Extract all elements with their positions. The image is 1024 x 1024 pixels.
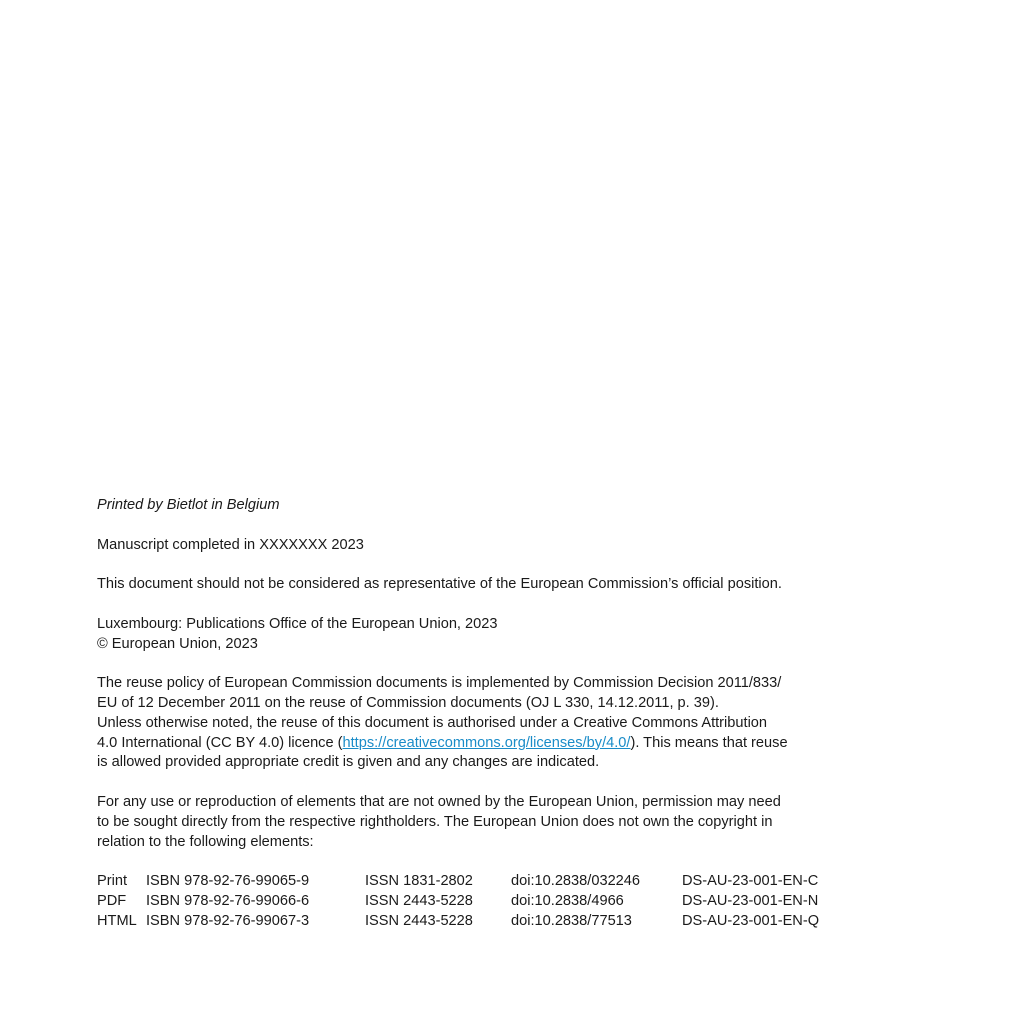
issn-cell: ISSN 2443-5228 — [365, 912, 473, 929]
disclaimer: This document should not be considered as representative of the European Commission’s official position. — [97, 576, 782, 593]
doi-cell: doi:10.2838/032246 — [511, 873, 641, 890]
notice-line: to be sought directly from the respective rightholders. The European Union does not own the copyright in — [97, 813, 773, 830]
table-row — [97, 912, 819, 932]
license-link[interactable]: https://creativecommons.org/licenses/by/4.0/ — [342, 734, 631, 751]
identifiers-table — [97, 872, 819, 931]
issn-cell: ISSN 2443-5228 — [365, 892, 473, 909]
printed-by: Printed by Bietlot in Belgium — [97, 497, 280, 513]
format-cell: HTML — [97, 912, 137, 929]
reuse-text: ). This means that reuse — [630, 734, 788, 751]
third-party-notice — [97, 793, 857, 852]
reuse-text: 4.0 International (CC BY 4.0) licence ( — [97, 734, 343, 751]
doi-cell: doi:10.2838/77513 — [511, 912, 632, 929]
imprint-section — [97, 496, 857, 932]
catalogue-cell: DS-AU-23-001-EN-Q — [682, 912, 820, 929]
issn-cell: ISSN 1831-2802 — [365, 873, 473, 890]
format-cell: PDF — [97, 892, 127, 909]
copyright-notice: © European Union, 2023 — [97, 635, 258, 652]
catalogue-cell: DS-AU-23-001-EN-N — [682, 892, 819, 909]
notice-line: relation to the following elements: — [97, 833, 314, 850]
doi-cell: doi:10.2838/4966 — [511, 892, 624, 909]
reuse-line: is allowed provided appropriate credit is given and any changes are indicated. — [97, 754, 600, 771]
reuse-line: The reuse policy of European Commission documents is implemented by Commission Decision 2011/833/ — [97, 675, 782, 692]
reuse-line: Unless otherwise noted, the reuse of this document is authorised under a Creative Commons Attribution — [97, 714, 768, 731]
reuse-policy — [97, 674, 857, 773]
publisher: Luxembourg: Publications Office of the European Union, 2023 — [97, 615, 498, 632]
isbn-cell: ISBN 978-92-76-99067-3 — [146, 912, 310, 929]
table-row — [97, 892, 819, 912]
isbn-cell: ISBN 978-92-76-99065-9 — [146, 873, 310, 890]
isbn-cell: ISBN 978-92-76-99066-6 — [146, 892, 310, 909]
publisher-block — [97, 615, 857, 655]
reuse-line: EU of 12 December 2011 on the reuse of Commission documents (OJ L 330, 14.12.2011, p. 39). — [97, 694, 719, 711]
reuse-line — [97, 734, 857, 754]
catalogue-cell: DS-AU-23-001-EN-C — [682, 873, 819, 890]
manuscript-date: Manuscript completed in XXXXXXX 2023 — [97, 536, 364, 553]
format-cell: Print — [97, 873, 128, 890]
notice-line: For any use or reproduction of elements that are not owned by the European Union, permission may need — [97, 793, 781, 810]
table-row — [97, 872, 819, 892]
